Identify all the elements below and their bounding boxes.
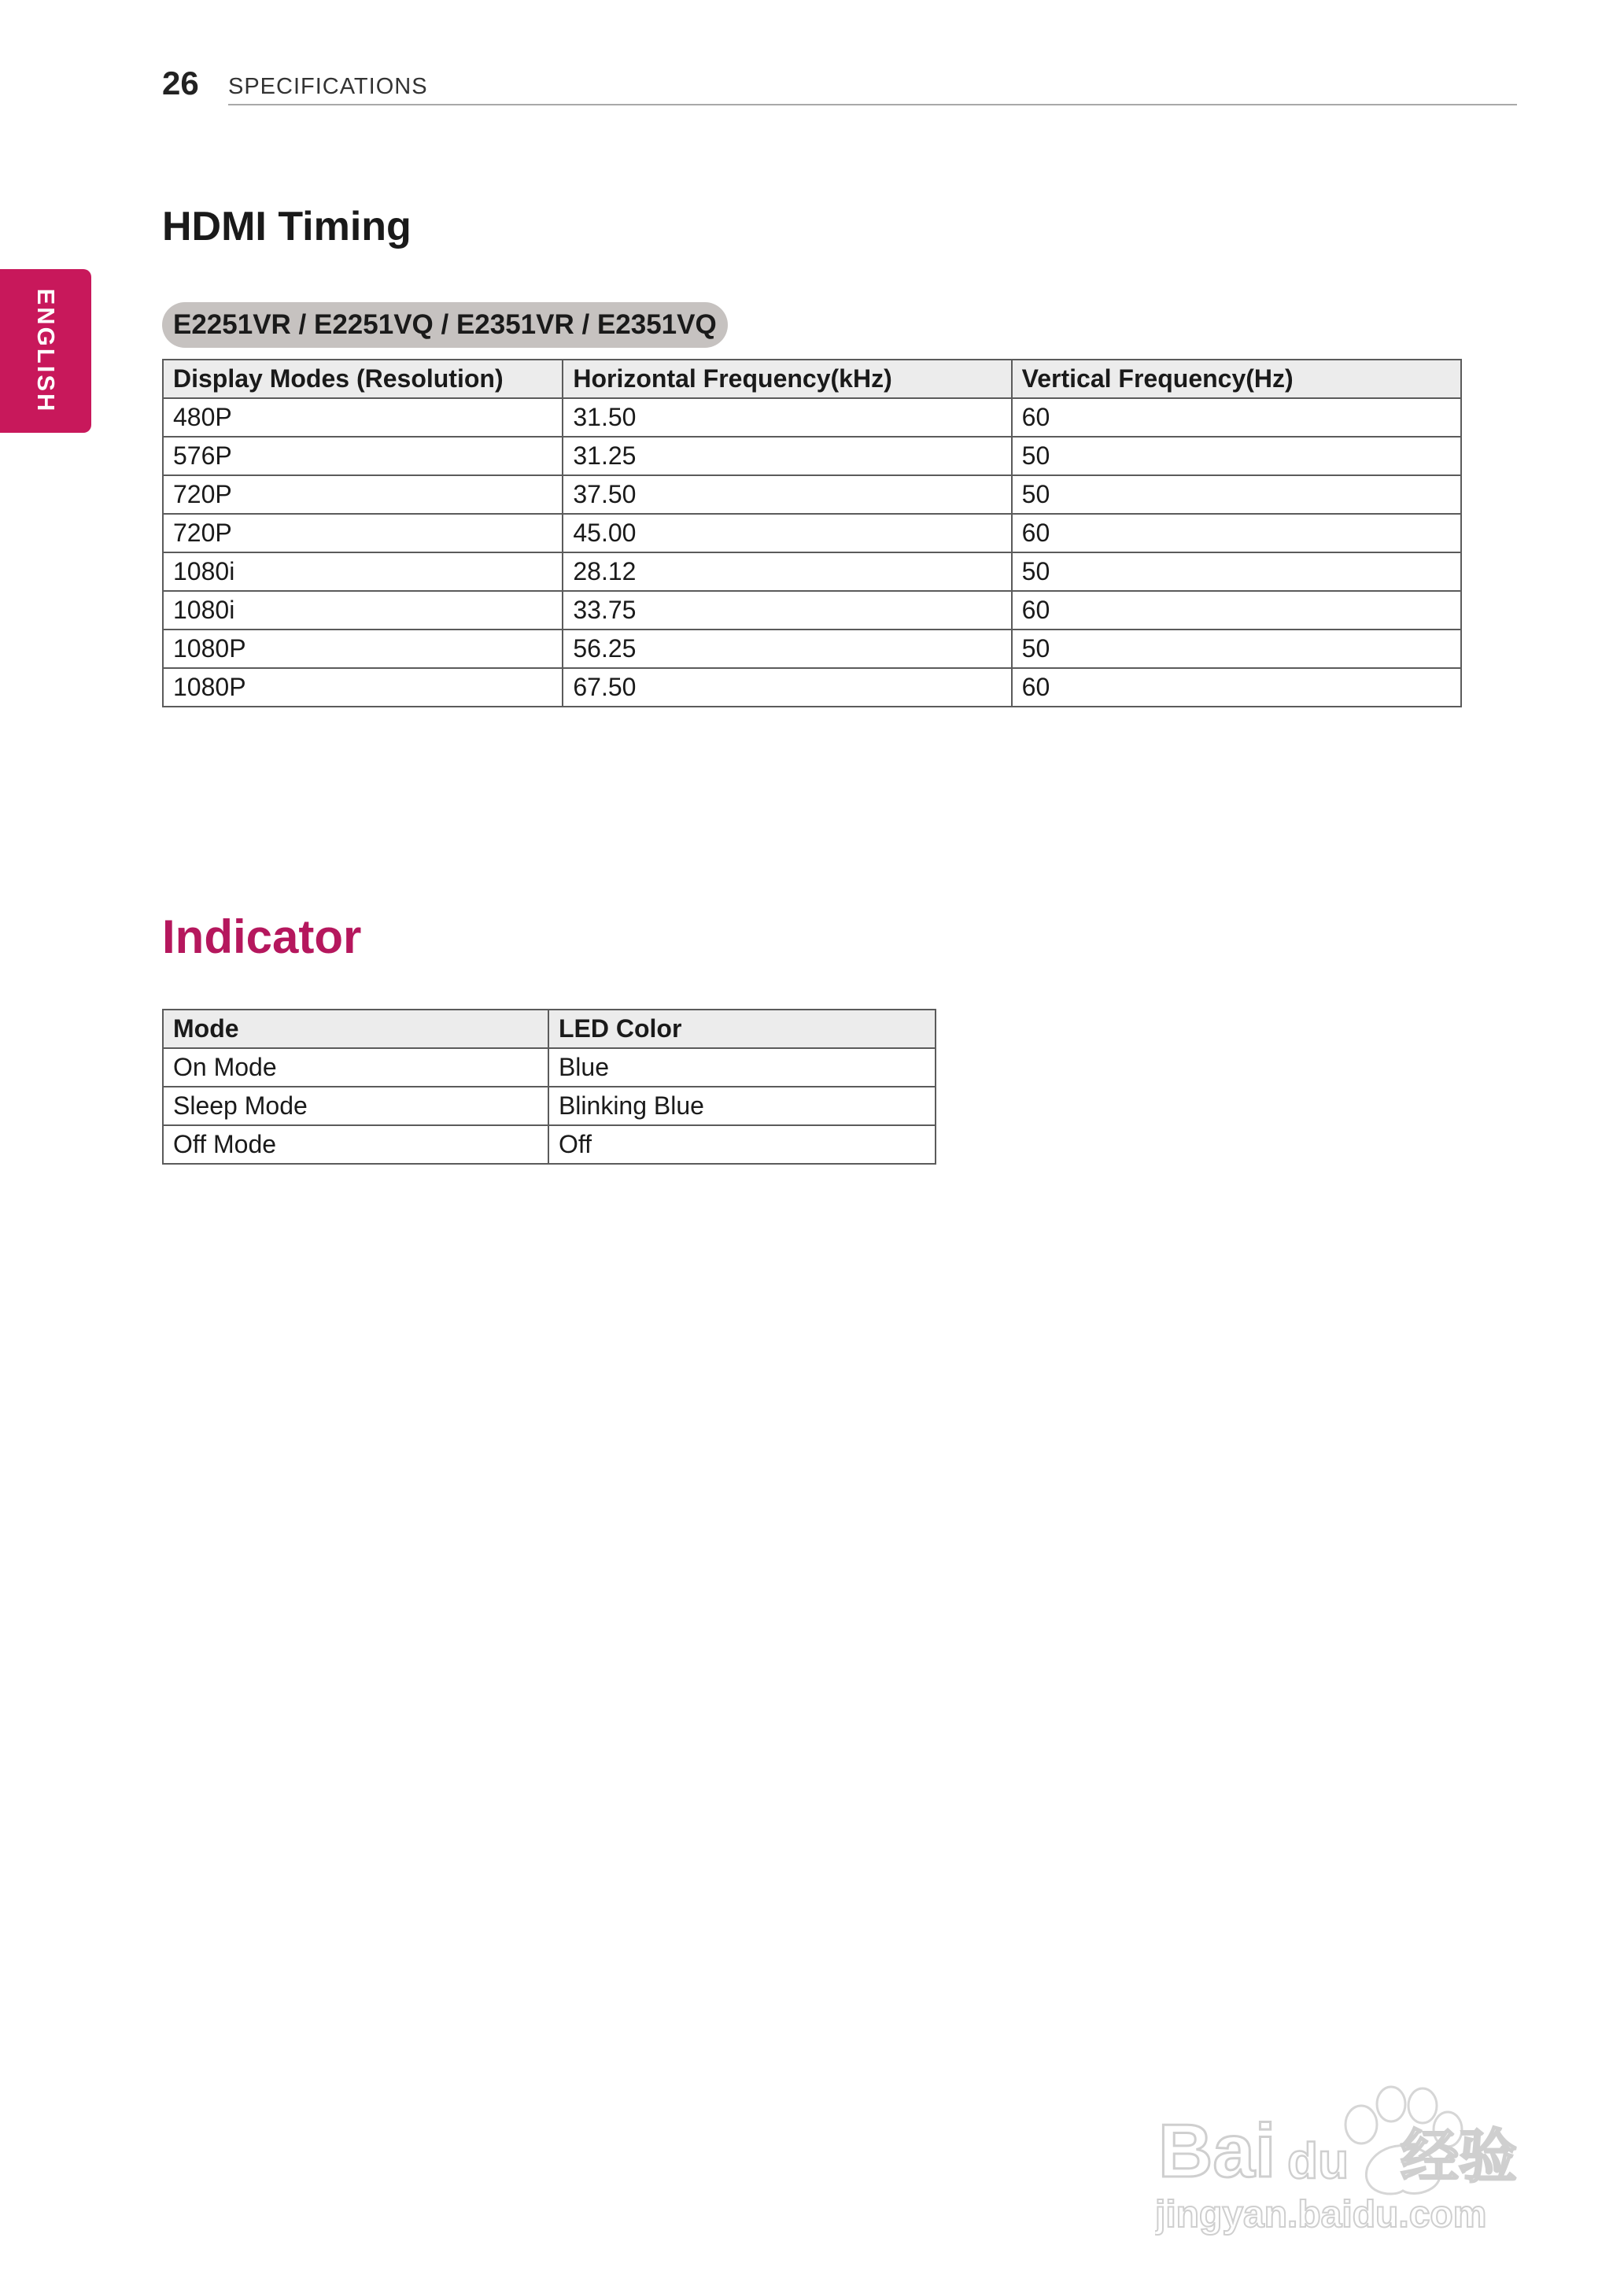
- hdmi-timing-table: [162, 359, 1462, 707]
- table-row: [163, 668, 1461, 707]
- table-cell: 60: [1012, 514, 1461, 552]
- table-row: [163, 437, 1461, 475]
- page-header: [162, 65, 1517, 107]
- table-cell: 31.25: [563, 437, 1011, 475]
- table-cell: Blinking Blue: [548, 1087, 936, 1125]
- hdmi-timing-heading: HDMI Timing: [162, 204, 412, 249]
- table-row: [163, 1125, 936, 1164]
- indicator-table: [162, 1009, 936, 1165]
- table-row: [163, 514, 1461, 552]
- table-cell: 67.50: [563, 668, 1011, 707]
- table-cell: 50: [1012, 630, 1461, 668]
- table-cell: 33.75: [563, 591, 1011, 630]
- column-header: LED Color: [548, 1010, 936, 1048]
- table-row: [163, 591, 1461, 630]
- table-row: [163, 398, 1461, 437]
- table-cell: Blue: [548, 1048, 936, 1087]
- indicator-heading: Indicator: [162, 910, 362, 963]
- table-header-row: [163, 360, 1461, 398]
- table-cell: Off Mode: [163, 1125, 548, 1164]
- table-cell: 31.50: [563, 398, 1011, 437]
- section-label: SPECIFICATIONS: [228, 74, 428, 99]
- table-cell: Sleep Mode: [163, 1087, 548, 1125]
- model-badge: E2251VR / E2251VQ / E2351VR / E2351VQ: [162, 302, 728, 348]
- table-cell: 45.00: [563, 514, 1011, 552]
- language-tab-label: ENGLISH: [32, 288, 60, 414]
- table-row: [163, 475, 1461, 514]
- table-cell: 50: [1012, 437, 1461, 475]
- column-header: Mode: [163, 1010, 548, 1048]
- table-cell: 720P: [163, 514, 563, 552]
- table-row: [163, 552, 1461, 591]
- table-cell: 720P: [163, 475, 563, 514]
- table-header-row: [163, 1010, 936, 1048]
- table-cell: 1080i: [163, 591, 563, 630]
- table-row: [163, 1087, 936, 1125]
- table-cell: 60: [1012, 398, 1461, 437]
- svg-text:jingyan.baidu.com: jingyan.baidu.com: [1155, 2194, 1487, 2236]
- svg-text:经验: 经验: [1401, 2123, 1517, 2191]
- table-cell: 1080i: [163, 552, 563, 591]
- svg-text:du: du: [1287, 2132, 1349, 2189]
- table-cell: 28.12: [563, 552, 1011, 591]
- table-cell: 50: [1012, 475, 1461, 514]
- table-row: [163, 1048, 936, 1087]
- header-divider: [228, 104, 1517, 105]
- svg-text:Bai: Bai: [1158, 2109, 1276, 2193]
- table-cell: Off: [548, 1125, 936, 1164]
- table-cell: 50: [1012, 552, 1461, 591]
- table-cell: 56.25: [563, 630, 1011, 668]
- table-cell: 480P: [163, 398, 563, 437]
- table-cell: 37.50: [563, 475, 1011, 514]
- table-cell: 1080P: [163, 630, 563, 668]
- column-header: Display Modes (Resolution): [163, 360, 563, 398]
- table-cell: 1080P: [163, 668, 563, 707]
- page-number: 26: [162, 65, 199, 102]
- table-cell: On Mode: [163, 1048, 548, 1087]
- column-header: Vertical Frequency(Hz): [1012, 360, 1461, 398]
- baidu-watermark-logo: [1155, 2049, 1548, 2238]
- table-cell: 576P: [163, 437, 563, 475]
- table-row: [163, 630, 1461, 668]
- language-tab: [0, 269, 91, 433]
- column-header: Horizontal Frequency(kHz): [563, 360, 1011, 398]
- table-cell: 60: [1012, 668, 1461, 707]
- table-cell: 60: [1012, 591, 1461, 630]
